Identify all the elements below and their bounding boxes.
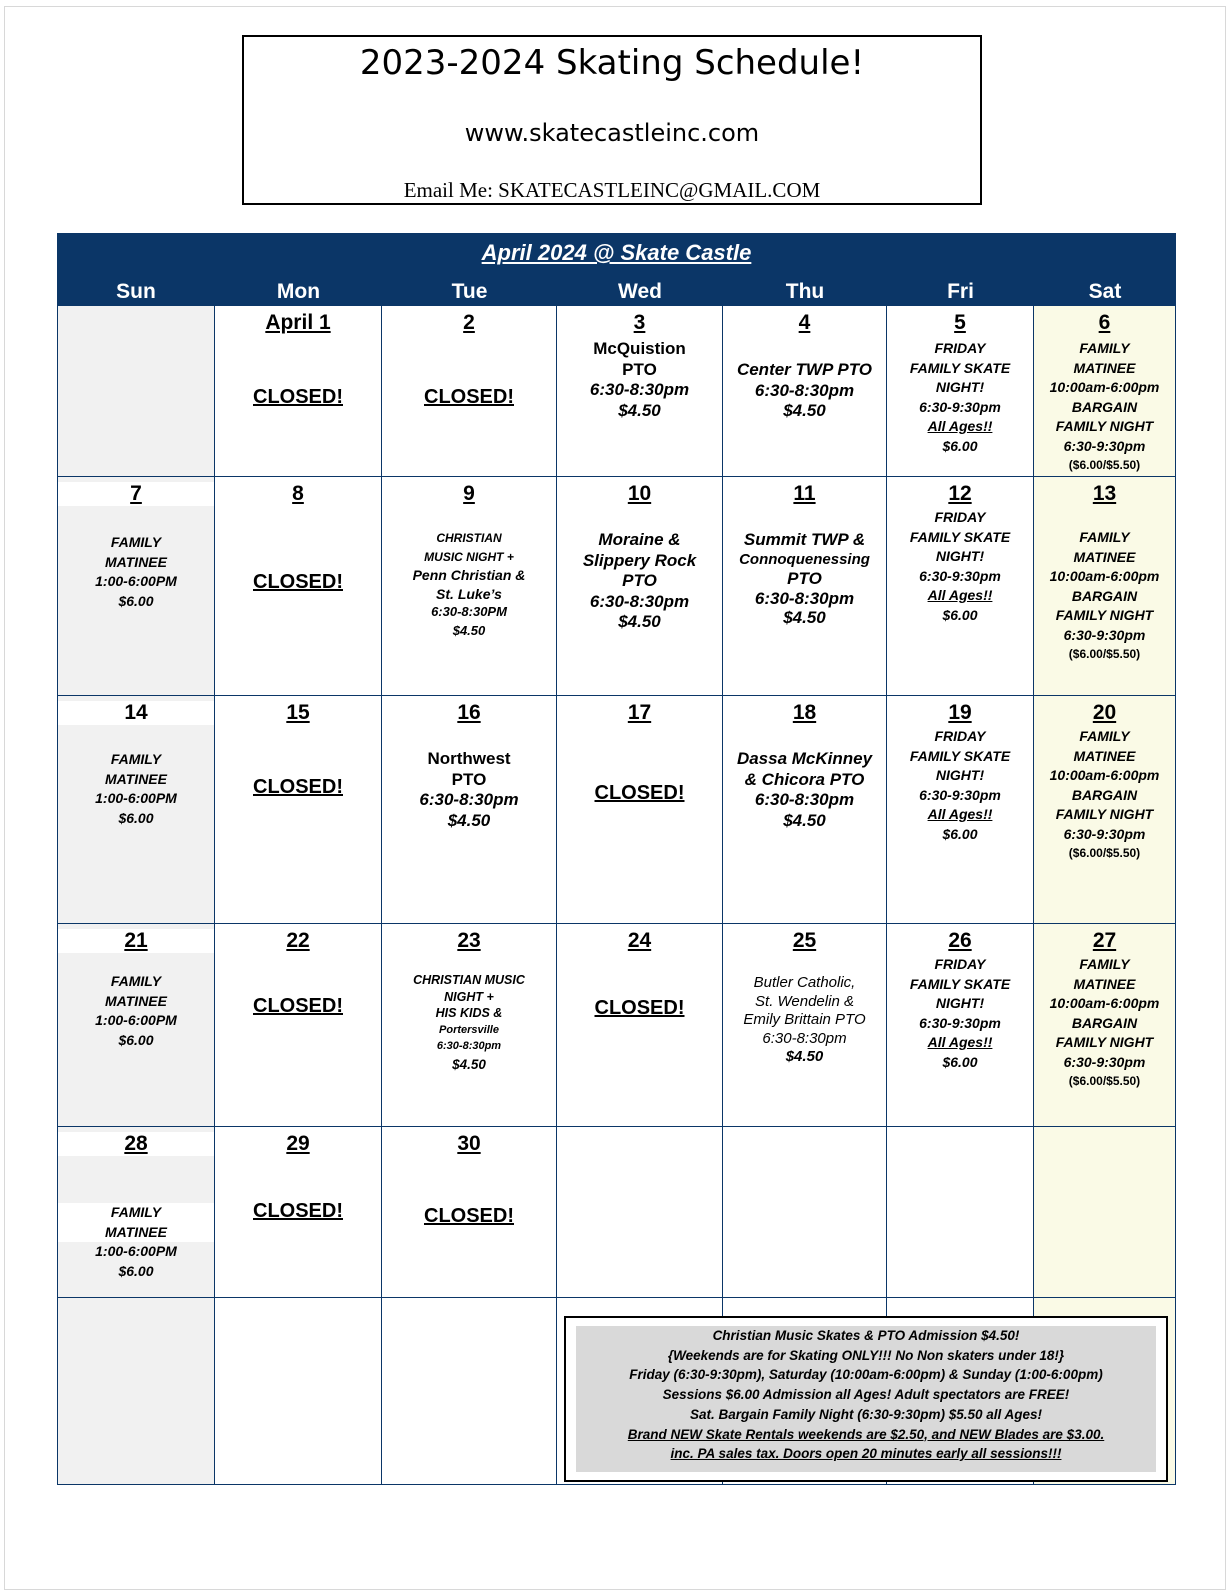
event-details <box>887 727 1033 844</box>
event-name: BARGAIN <box>1071 1014 1138 1031</box>
event-name: McQuistion <box>593 339 686 358</box>
event-name: Dassa McKinney <box>736 749 873 768</box>
event-name: NIGHT! <box>935 379 985 395</box>
event-note: All Ages!! <box>927 806 993 822</box>
event-price: $4.50 <box>452 622 486 638</box>
event-name: NIGHT! <box>935 995 985 1011</box>
event-note: All Ages!! <box>927 418 993 434</box>
event-price: $4.50 <box>447 810 491 830</box>
event-name: PTO <box>451 769 487 789</box>
dow-fri: Fri <box>947 280 974 303</box>
event-name: PTO <box>622 359 657 379</box>
website-url[interactable]: www.skatecastleinc.com <box>464 119 760 147</box>
event-name: Moraine & <box>598 530 681 549</box>
event-time: 1:00-6:00PM <box>95 573 177 589</box>
days-of-week-row <box>57 273 1176 306</box>
day-cell-apr-3 <box>557 306 723 477</box>
event-name: FRIDAY <box>934 728 986 744</box>
event-name: Portersville <box>439 1023 499 1036</box>
day-cell-apr-7 <box>57 477 215 696</box>
event-name: FAMILY <box>1079 728 1130 744</box>
event-time: 6:30-9:30pm <box>919 1014 1001 1031</box>
event-details <box>382 749 556 831</box>
event-time: 6:30-8:30pm <box>762 1029 847 1047</box>
day-number: 27 <box>1092 929 1117 952</box>
event-name: MATINEE <box>105 770 167 787</box>
day-cell-empty <box>57 306 215 477</box>
event-price: $4.50 <box>618 612 661 631</box>
event-name: FAMILY <box>110 1204 162 1220</box>
day-number: 20 <box>1092 701 1117 724</box>
event-name: FAMILY SKATE <box>909 747 1011 764</box>
event-name: Connoquenessing <box>739 550 870 568</box>
event-details <box>382 529 556 640</box>
event-name: Penn Christian & <box>412 567 526 583</box>
event-price: $4.50 <box>783 401 826 420</box>
event-time: 6:30-9:30pm <box>919 786 1001 803</box>
day-cell-empty <box>723 1127 887 1298</box>
event-price: $6.00 <box>942 606 978 623</box>
closed-label: CLOSED! <box>253 571 343 593</box>
event-name: MATINEE <box>105 553 167 570</box>
event-details <box>557 339 722 421</box>
event-name: FRIDAY <box>934 956 986 972</box>
event-name: St. Luke’s <box>436 585 502 602</box>
event-time: 10:00am-6:00pm <box>1049 995 1160 1011</box>
event-name: St. Wendelin & <box>755 992 854 1010</box>
event-name: MATINEE <box>1073 359 1136 376</box>
day-number: 16 <box>457 701 481 724</box>
event-name: FAMILY NIGHT <box>1055 418 1154 434</box>
day-cell-apr-28 <box>57 1127 215 1298</box>
event-price: $6.00 <box>118 592 154 609</box>
day-cell-apr-6 <box>1034 306 1176 477</box>
event-name: NIGHT! <box>935 767 985 783</box>
day-cell-apr-11 <box>723 477 887 696</box>
day-number: 9 <box>463 482 475 505</box>
day-number: 4 <box>798 311 811 334</box>
event-time: 10:00am-6:00pm <box>1049 767 1160 783</box>
event-details <box>58 1203 214 1281</box>
event-name: FAMILY SKATE <box>909 359 1011 376</box>
event-note: All Ages!! <box>927 1034 993 1050</box>
notes-line: Sessions $6.00 Admission all Ages! Adult spectators are FREE! <box>662 1387 1070 1403</box>
event-name: Butler Catholic, <box>753 974 856 991</box>
event-details <box>723 974 886 1067</box>
event-time: 6:30-8:30pm <box>589 591 690 611</box>
event-details <box>887 955 1033 1072</box>
event-time: 6:30-8:30PM <box>431 604 507 619</box>
event-time: 6:30-9:30pm <box>919 567 1001 584</box>
email-contact[interactable]: Email Me: SKATECASTLEINC@GMAIL.COM <box>403 178 821 202</box>
event-price: $4.50 <box>783 810 826 830</box>
notes-line: {Weekends are for Skating ONLY!!! No Non skaters under 18!} <box>667 1347 1065 1363</box>
event-details <box>1034 955 1175 1092</box>
day-cell-apr-21 <box>57 924 215 1127</box>
day-cell-apr-27 <box>1034 924 1176 1127</box>
day-cell-apr-23 <box>382 924 557 1127</box>
event-details <box>723 360 886 422</box>
day-cell-apr-17 <box>557 696 723 924</box>
day-cell-apr-22 <box>215 924 382 1127</box>
event-name: CHRISTIAN <box>436 531 502 545</box>
event-name: FAMILY <box>1079 956 1130 972</box>
event-time: 1:00-6:00PM <box>58 1242 214 1262</box>
day-cell-apr-1 <box>215 306 382 477</box>
day-cell-apr-15 <box>215 696 382 924</box>
event-note: All Ages!! <box>927 587 993 603</box>
event-name: BARGAIN <box>1071 587 1138 604</box>
event-price: $4.50 <box>618 400 661 420</box>
event-name: FRIDAY <box>934 509 986 525</box>
event-name: FAMILY <box>110 534 162 550</box>
event-price: $6.00 <box>118 1031 154 1048</box>
event-name: PTO <box>622 571 657 590</box>
dow-sat: Sat <box>1088 280 1122 303</box>
day-cell-apr-19 <box>887 696 1034 924</box>
day-cell-apr-14 <box>57 696 215 924</box>
admission-notes-box <box>564 1316 1168 1482</box>
day-cell-empty <box>1034 1127 1176 1298</box>
event-time: 6:30-9:30pm <box>1063 626 1146 643</box>
schedule-title: 2023-2024 Skating Schedule! <box>359 43 865 83</box>
event-name: NIGHT! <box>935 548 985 564</box>
notes-line: Friday (6:30-9:30pm), Saturday (10:00am-6:00pm) & Sunday (1:00-6:00pm) <box>629 1367 1103 1383</box>
day-cell-apr-9 <box>382 477 557 696</box>
notes-line: inc. PA sales tax. Doors open 20 minutes early all sessions!!! <box>670 1446 1062 1462</box>
event-name: CHRISTIAN MUSIC <box>413 973 525 987</box>
day-cell-apr-24 <box>557 924 723 1127</box>
closed-label: CLOSED! <box>253 776 343 798</box>
event-price: $4.50 <box>452 1056 486 1072</box>
day-number: 23 <box>457 929 481 952</box>
day-number: 5 <box>954 311 966 334</box>
day-number: 10 <box>627 482 652 505</box>
event-name: Summit TWP & <box>743 530 866 549</box>
event-time: 6:30-8:30pm <box>589 380 690 399</box>
day-cell-apr-2 <box>382 306 557 477</box>
closed-label: CLOSED! <box>424 386 514 408</box>
day-cell-apr-4 <box>723 306 887 477</box>
day-number: 25 <box>792 929 817 952</box>
event-name: MATINEE <box>105 992 167 1009</box>
dow-wed: Wed <box>618 280 662 303</box>
event-time: 6:30-9:30pm <box>1063 1053 1146 1070</box>
event-name: FAMILY NIGHT <box>1055 806 1154 822</box>
event-name: Center TWP PTO <box>736 360 873 379</box>
day-cell-apr-18 <box>723 696 887 924</box>
event-time: 10:00am-6:00pm <box>1049 379 1160 395</box>
event-name: FAMILY NIGHT <box>1055 1034 1154 1050</box>
closed-label: CLOSED! <box>424 1205 514 1227</box>
day-number: 12 <box>948 482 972 505</box>
event-name: FAMILY <box>1079 340 1130 356</box>
admission-notes <box>576 1326 1156 1472</box>
day-cell-apr-8 <box>215 477 382 696</box>
day-number: 29 <box>286 1132 310 1155</box>
event-details <box>1034 339 1175 476</box>
notes-line: Christian Music Skates & PTO Admission $4.50! <box>712 1328 1020 1343</box>
event-details <box>58 750 214 828</box>
event-name: HIS KIDS & <box>435 1006 503 1020</box>
event-name: FAMILY <box>1079 529 1130 545</box>
calendar-title: April 2024 @ Skate Castle <box>57 233 1176 273</box>
event-name: Emily Brittain PTO <box>743 1011 866 1028</box>
day-number: 2 <box>463 311 475 334</box>
event-details <box>723 530 886 628</box>
event-time: 6:30-8:30pm <box>754 380 855 400</box>
event-price: $4.50 <box>783 608 826 627</box>
event-time: 6:30-9:30pm <box>1063 437 1146 454</box>
event-time: 6:30-8:30pm <box>436 1040 502 1052</box>
notes-line: Sat. Bargain Family Night (6:30-9:30pm) $5.50 all Ages! <box>689 1406 1043 1422</box>
event-price: $6.00 <box>118 809 154 826</box>
event-details <box>382 972 556 1075</box>
day-number: 18 <box>792 701 817 724</box>
event-name: Slippery Rock <box>582 550 697 570</box>
day-number: 30 <box>457 1132 481 1155</box>
event-details <box>887 508 1033 625</box>
event-price: $4.50 <box>785 1048 824 1065</box>
event-name: FAMILY NIGHT <box>1055 607 1154 623</box>
event-details <box>887 339 1033 456</box>
event-details <box>723 749 886 831</box>
day-cell-apr-26 <box>887 924 1034 1127</box>
closed-label: CLOSED! <box>253 386 343 408</box>
closed-label: CLOSED! <box>253 995 343 1017</box>
event-name: Northwest <box>427 749 511 768</box>
day-cell-apr-5 <box>887 306 1034 477</box>
event-price: $6.00 <box>942 437 978 454</box>
event-price: $6.00 <box>58 1262 214 1282</box>
day-number: 17 <box>627 701 652 724</box>
event-details <box>557 530 722 633</box>
event-price: $6.00 <box>942 825 978 842</box>
day-cell-apr-12 <box>887 477 1034 696</box>
day-cell-empty <box>57 1298 215 1485</box>
day-number: 21 <box>58 929 214 953</box>
event-time: 6:30-9:30pm <box>1063 825 1146 842</box>
event-time: 6:30-8:30pm <box>754 790 855 809</box>
event-time: 1:00-6:00PM <box>95 1012 177 1028</box>
event-name: & Chicora PTO <box>744 769 865 789</box>
dow-sun: Sun <box>116 280 156 303</box>
day-number: 3 <box>633 311 646 334</box>
closed-label: CLOSED! <box>594 997 685 1019</box>
day-number: 28 <box>58 1132 214 1156</box>
day-cell-empty <box>887 1127 1034 1298</box>
event-name: MATINEE <box>1073 975 1136 992</box>
dow-thu: Thu <box>785 280 825 303</box>
event-details <box>1034 528 1175 665</box>
day-number: 22 <box>286 929 310 952</box>
event-price: ($6.00/$5.50) <box>1068 846 1141 860</box>
event-name: MUSIC NIGHT + <box>424 549 514 564</box>
event-details <box>58 533 214 611</box>
day-cell-apr-13 <box>1034 477 1176 696</box>
event-name: MATINEE <box>105 1223 167 1240</box>
calendar <box>57 233 1176 1485</box>
event-price: ($6.00/$5.50) <box>1068 1074 1141 1088</box>
event-name: BARGAIN <box>1071 398 1138 415</box>
day-cell-apr-25 <box>723 924 887 1127</box>
day-number: 14 <box>58 701 214 725</box>
day-number: 11 <box>793 482 816 505</box>
day-number: April 1 <box>265 311 331 334</box>
dow-tue: Tue <box>451 280 488 303</box>
day-number: 7 <box>58 482 214 506</box>
day-cell-empty <box>557 1127 723 1298</box>
event-name: FAMILY <box>110 751 162 767</box>
notes-line: Brand NEW Skate Rentals weekends are $2.50, and NEW Blades are $3.00. <box>627 1426 1105 1442</box>
event-name: NIGHT + <box>444 989 494 1004</box>
event-name: FRIDAY <box>934 340 986 356</box>
day-cell-apr-16 <box>382 696 557 924</box>
day-number: 8 <box>292 482 304 505</box>
day-number: 13 <box>1092 482 1117 505</box>
day-cell-empty <box>215 1298 382 1485</box>
closed-label: CLOSED! <box>253 1200 343 1222</box>
event-details <box>58 972 214 1050</box>
day-cell-apr-20 <box>1034 696 1176 924</box>
day-number: 24 <box>627 929 652 952</box>
event-name: MATINEE <box>1073 548 1136 565</box>
event-price: ($6.00/$5.50) <box>1068 647 1141 661</box>
day-cell-apr-30 <box>382 1127 557 1298</box>
event-time: 1:00-6:00PM <box>95 790 177 806</box>
closed-label: CLOSED! <box>594 782 685 804</box>
event-name: MATINEE <box>1073 747 1136 764</box>
day-number: 15 <box>286 701 310 724</box>
event-name: FAMILY SKATE <box>909 975 1011 992</box>
event-name: FAMILY <box>110 973 162 989</box>
event-time: 10:00am-6:00pm <box>1049 568 1160 584</box>
event-time: 6:30-9:30pm <box>919 398 1001 415</box>
event-price: ($6.00/$5.50) <box>1068 458 1141 472</box>
event-name: BARGAIN <box>1071 786 1138 803</box>
day-number: 26 <box>948 929 972 952</box>
day-cell-apr-29 <box>215 1127 382 1298</box>
event-price: $6.00 <box>942 1053 978 1070</box>
event-time: 6:30-8:30pm <box>419 790 519 809</box>
day-cell-apr-10 <box>557 477 723 696</box>
event-time: 6:30-8:30pm <box>754 588 855 608</box>
day-cell-empty <box>382 1298 557 1485</box>
event-details <box>1034 727 1175 864</box>
event-name: FAMILY SKATE <box>909 528 1011 545</box>
header-box <box>242 35 982 205</box>
event-name: PTO <box>787 569 822 588</box>
dow-mon: Mon <box>276 280 321 303</box>
day-number: 6 <box>1098 311 1111 334</box>
day-number: 19 <box>948 701 972 724</box>
